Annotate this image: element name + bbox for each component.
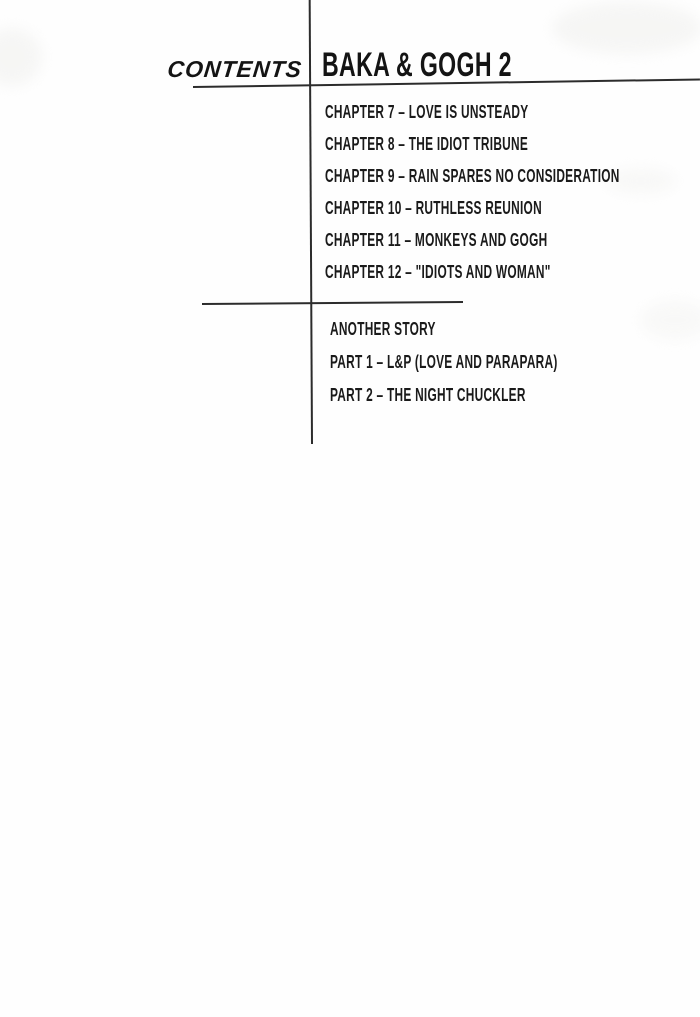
scan-smudge — [552, 2, 700, 54]
chapter-item — [325, 160, 700, 192]
chapter-list — [325, 96, 700, 288]
part-item-label: PART 2 – THE NIGHT CHUCKLER — [330, 385, 526, 405]
contents-label: CONTENTS — [166, 56, 304, 82]
section-rule — [202, 301, 463, 305]
chapter-item — [325, 256, 700, 288]
chapter-item-label: CHAPTER 8 – THE IDIOT TRIBUNE — [325, 133, 529, 154]
vertical-rule — [309, 0, 313, 444]
part-item — [330, 379, 675, 412]
chapter-item-label: CHAPTER 9 – RAIN SPARES NO CONSIDERATION — [325, 165, 620, 186]
chapter-item — [325, 192, 700, 224]
another-story-heading: ANOTHER STORY — [330, 319, 436, 339]
another-story-heading-row — [330, 313, 675, 346]
chapter-item — [325, 224, 700, 256]
chapter-item-label: CHAPTER 11 – MONKEYS AND GOGH — [325, 229, 548, 250]
part-item-label: PART 1 – L&P (LOVE AND PARAPARA) — [330, 352, 558, 372]
chapter-item — [325, 128, 700, 160]
page-title: BAKA & GOGH 2 — [322, 46, 512, 84]
another-story-section — [330, 313, 675, 412]
part-item — [330, 346, 675, 379]
scan-smudge — [0, 28, 42, 86]
chapter-item-label: CHAPTER 12 – "IDIOTS AND WOMAN" — [325, 261, 551, 282]
chapter-item-label: CHAPTER 10 – RUTHLESS REUNION — [325, 197, 542, 218]
chapter-item — [325, 96, 700, 128]
chapter-item-label: CHAPTER 7 – LOVE IS UNSTEADY — [325, 101, 529, 122]
